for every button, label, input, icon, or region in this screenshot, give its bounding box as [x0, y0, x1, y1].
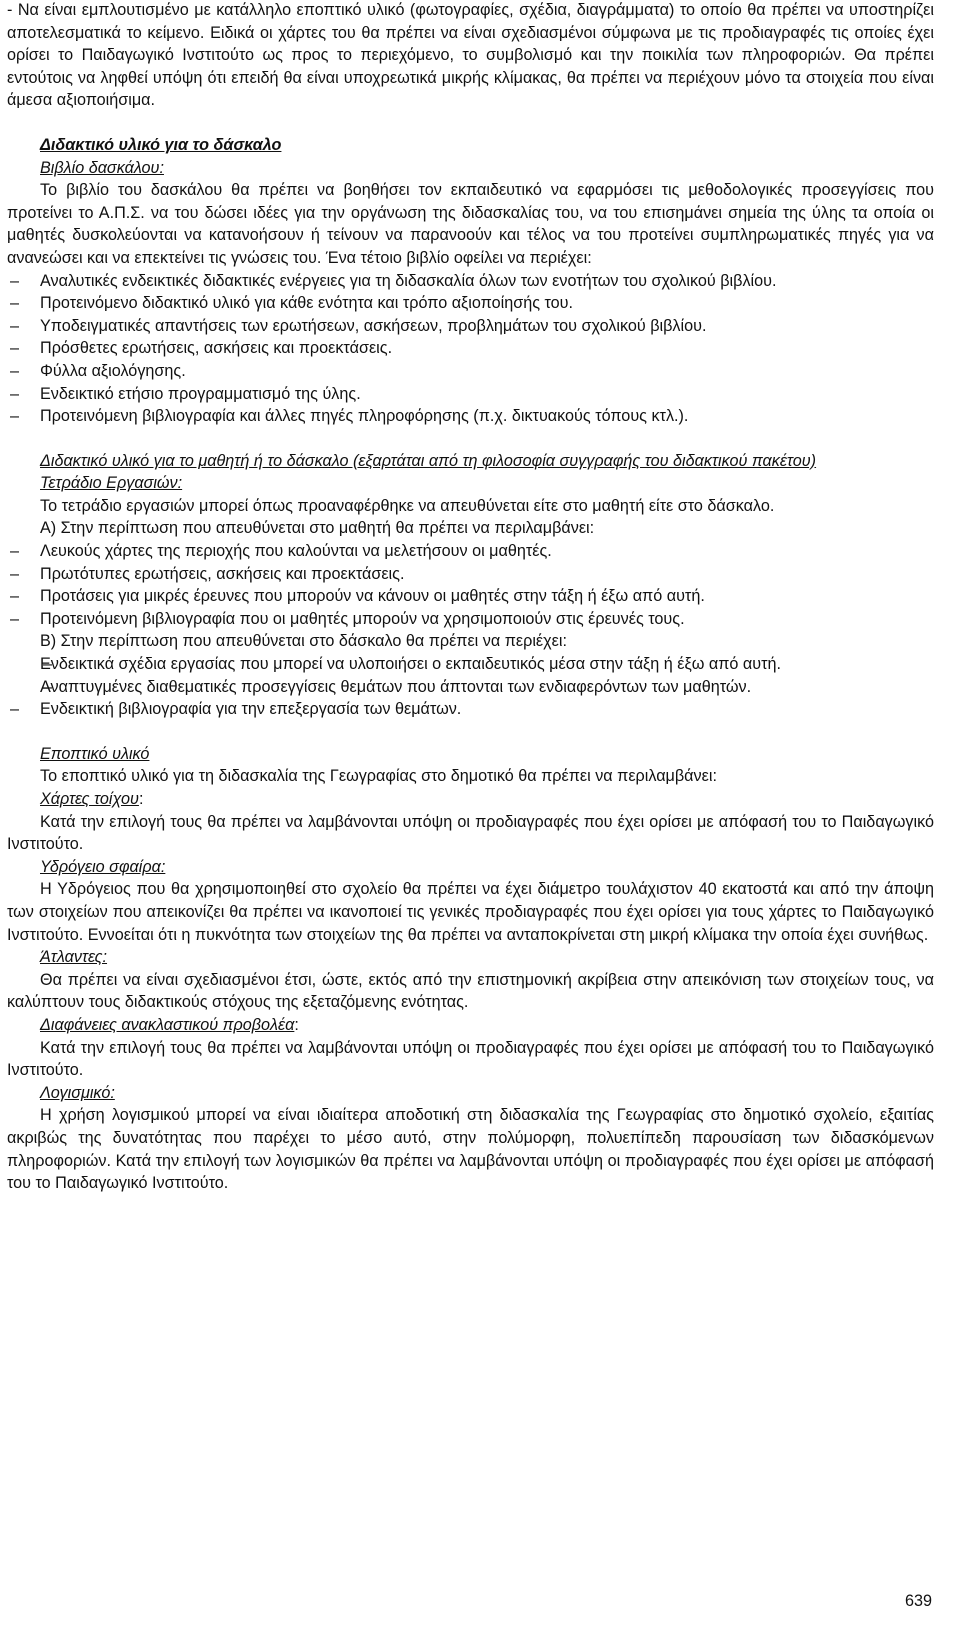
student-body: Το τετράδιο εργασιών μπορεί όπως προαναφέρθηκε να απευθύνεται είτε στο μαθητή είτε στο δάσκαλο.	[40, 496, 775, 515]
list-item: – Προτάσεις για μικρές έρευνες που μπορούν να κάνουν οι μαθητές στην τάξη ή έξω από αυτή.	[7, 585, 934, 608]
list-item: – Αναπτυγμένες διαθεματικές προσεγγίσεις θεμάτων που άπτονται των ενδιαφερόντων των μαθητών.	[7, 676, 934, 699]
student-subheading-text: Τετράδιο Εργασιών:	[40, 474, 183, 493]
teacher-body: Το βιβλίο του δασκάλου θα πρέπει να βοηθήσει τον εκπαιδευτικό να εφαρμόσει τις μεθοδολογικές προσεγγίσεις που προτείνει το Α.Π.Σ. να του δώσει ιδέες για την οργάνωση της διδασκαλίας του, να του επισημάνει σημεία της ύλης τα οποία οι μαθητές δυσκολεύονται να κατανοήσουν ή τείνουν να παρανοούν και τέλος να του προτείνει συμπληρωματικές πηγές για να ανανεώσει και να επεκτείνει τις γνώσεις του. Ένα τέτοιο βιβλίο οφείλει να περιέχει:	[7, 181, 934, 267]
spacer	[7, 721, 934, 743]
software-body: Η χρήση λογισμικού μπορεί να είναι ιδιαίτερα αποδοτική στη διδασκαλία της Γεωγραφίας στο δημοτικό σχολείο, εξαιτίας ακριβώς της δυνατότητας που παρέχει το μέσο αυτό, στην πολύμορφη, πολυεπίπεδη παρουσίαση των διδασκόμενων πληροφοριών. Κατά την επιλογή των λογισμικών θα πρέπει να λαμβάνονται υπόψη οι προδιαγραφές που έχει ορίσει με απόφασή του το Παιδαγωγικό Ινστιτούτο.	[7, 1106, 934, 1193]
slides-title: Διαφάνειες ανακλαστικού προβολέα:	[40, 1015, 299, 1034]
case-b-list	[7, 653, 934, 721]
globe-title-text: Υδρόγειο σφαίρα:	[40, 857, 166, 876]
page-number: 639	[904, 1592, 932, 1610]
list-item: – Λευκούς χάρτες της περιοχής που καλούνται να μελετήσουν οι μαθητές.	[7, 540, 934, 563]
list-item: – Ενδεικτική βιβλιογραφία για την επεξεργασία των θεμάτων.	[7, 698, 934, 721]
atlas-title	[7, 946, 934, 969]
list-item: – Πρόσθετες ερωτήσεις, ασκήσεις και προεκτάσεις.	[7, 337, 934, 360]
list-item: – Προτεινόμενη βιβλιογραφία που οι μαθητές μπορούν να χρησιμοποιούν στις έρευνές τους.	[7, 608, 934, 631]
list-item: – Πρωτότυπες ερωτήσεις, ασκήσεις και προεκτάσεις.	[7, 563, 934, 586]
list-item: – Φύλλα αξιολόγησης.	[7, 360, 934, 383]
teacher-heading	[7, 134, 934, 157]
student-heading-text: Διδακτικό υλικό για το μαθητή ή το δάσκαλο (εξαρτάται από τη φιλοσοφία συγγραφής του διδακτικού πακέτου)	[40, 451, 817, 470]
software-title-text: Λογισμικό:	[40, 1083, 115, 1102]
teacher-subheading	[7, 157, 934, 180]
teacher-list	[7, 270, 934, 428]
list-item: – Προτεινόμενο διδακτικό υλικό για κάθε ενότητα και τρόπο αξιοποίησής του.	[7, 292, 934, 315]
student-subheading	[7, 472, 934, 495]
case-a-text: Α) Στην περίπτωση που απευθύνεται στο μαθητή θα πρέπει να περιλαμβάνει:	[40, 519, 595, 538]
list-item: – Αναλυτικές ενδεικτικές διδακτικές ενέργειες για τη διδασκαλία όλων των ενοτήτων του σχολικού βιβλίου.	[7, 270, 934, 293]
wall-maps-title: Χάρτες τοίχου:	[40, 790, 144, 808]
case-a-list	[7, 540, 934, 630]
atlas-body: Θα πρέπει να είναι σχεδιασμένοι έτσι, ώστε, εκτός από την επιστημονική ακρίβεια στην απεικόνιση των στοιχείων τους, να καλύπτουν τους διδακτικούς στόχους της εξεταζόμενης ενότητας.	[7, 970, 934, 1012]
visual-heading	[7, 743, 934, 766]
spacer	[7, 112, 934, 134]
visual-intro: Το εποπτικό υλικό για τη διδασκαλία της Γεωγραφίας στο δημοτικό θα πρέπει να περιλαμβάνει:	[40, 767, 717, 786]
wall-maps-body: Κατά την επιλογή τους θα πρέπει να λαμβάνονται υπόψη οι προδιαγραφές που έχει ορίσει με απόφασή του το Παιδαγωγικό Ινστιτούτο.	[7, 812, 934, 854]
visual-heading-text: Εποπτικό υλικό	[40, 744, 150, 763]
intro-paragraph: - Να είναι εμπλουτισμένο με κατάλληλο εποπτικό υλικό (φωτογραφίες, σχέδια, διαγράμματα) το οποίο θα πρέπει να υποστηρίζει αποτελεσματικά το κείμενο. Ειδικά οι χάρτες του θα πρέπει να είναι σχεδιασμένοι σύμφωνα με τις προδιαγραφές τις οποίες έχει ορίσει το Παιδαγωγικό Ινστιτούτο ως προς το περιεχόμενο, το συμβολισμό και την ποικιλία των πληροφοριών. Θα πρέπει εντούτοις να ληφθεί υπόψη ότι επειδή θα είναι υποχρεωτικά μικρής κλίμακας, θα πρέπει να περιέχουν μόνο τα στοιχεία που είναι άμεσα αξιοποιήσιμα.	[7, 1, 934, 110]
list-item: – Υποδειγματικές απαντήσεις των ερωτήσεων, ασκήσεων, προβλημάτων του σχολικού βιβλίου.	[7, 315, 934, 338]
student-heading	[7, 450, 934, 473]
case-b-text: Β) Στην περίπτωση που απευθύνεται στο δάσκαλο θα πρέπει να περιέχει:	[40, 632, 567, 651]
teacher-subheading-text: Βιβλίο δασκάλου:	[40, 158, 164, 177]
list-item: – Προτεινόμενη βιβλιογραφία και άλλες πηγές πληροφόρησης (π.χ. δικτυακούς τόπους κτλ.).	[7, 405, 934, 428]
software-title	[7, 1082, 934, 1105]
slides-title-text: Διαφάνειες ανακλαστικού προβολέα	[40, 1015, 295, 1034]
list-item: – Ενδεικτικό ετήσιο προγραμματισμό της ύλης.	[7, 383, 934, 406]
wall-maps-title-text: Χάρτες τοίχου	[40, 790, 139, 808]
globe-body: Η Υδρόγειος που θα χρησιμοποιηθεί στο σχολείο θα πρέπει να έχει διάμετρο τουλάχιστον 40 εκατοστά και από την άποψη των στοιχείων που απεικονίζει θα πρέπει να ικανοποιεί τις γενικές προδιαγραφές που έχει ορίσει για τους χάρτες το Παιδαγωγικό Ινστιτούτο. Εννοείται ότι η πυκνότητα των στοιχείων της θα πρέπει να ανταποκρίνεται στη μικρή κλίμακα την οποία έχει συνήθως.	[7, 880, 934, 944]
atlas-title-text: Άτλαντες:	[40, 948, 108, 967]
globe-title	[7, 856, 934, 879]
teacher-heading-text: Διδακτικό υλικό για το δάσκαλο	[40, 135, 282, 154]
list-item: – Ενδεικτικά σχέδια εργασίας που μπορεί να υλοποιήσει ο εκπαιδευτικός μέσα στην τάξη ή έξω από αυτή.	[7, 653, 934, 676]
spacer	[7, 428, 934, 450]
slides-body: Κατά την επιλογή τους θα πρέπει να λαμβάνονται υπόψη οι προδιαγραφές που έχει ορίσει με απόφασή του το Παιδαγωγικό Ινστιτούτο.	[7, 1038, 934, 1080]
